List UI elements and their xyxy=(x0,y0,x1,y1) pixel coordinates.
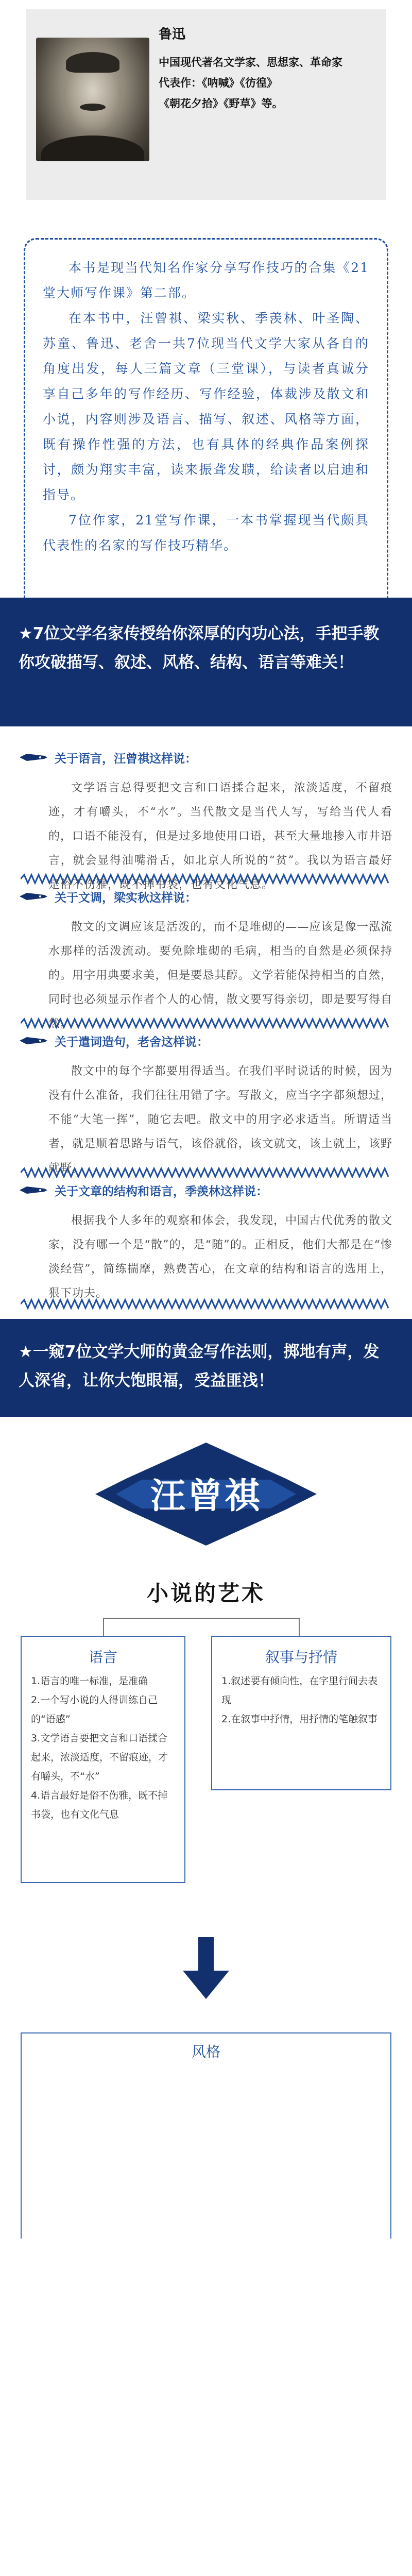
banner-text: ★一窥7位文学大师的黄金写作法则，掷地有声，发人深省，让你大饱眼福，受益匪浅！ xyxy=(19,1343,380,1390)
author-info xyxy=(159,24,375,114)
author-portrait xyxy=(36,38,149,161)
list-item: 3.文学语言要把文言和口语揉合起来，浓淡适度，不留痕迹，才有嚼头，不“水” xyxy=(31,1733,168,1782)
section-title: 关于语言，汪曾祺这样说： xyxy=(55,751,197,766)
quote-section xyxy=(20,747,392,897)
quote-section xyxy=(20,1180,392,1306)
emblem-author-name: 汪曾祺 xyxy=(150,1476,262,1517)
quote-section xyxy=(20,1030,392,1180)
author-works-line2: 《朝花夕拾》《野草》等。 xyxy=(159,97,283,110)
style-box xyxy=(21,2032,391,2239)
down-arrow-icon xyxy=(183,1937,229,1999)
language-box-title: 语言 xyxy=(88,1649,117,1666)
intro-paragraph: 在本书中，汪曾祺、梁实秋、季羡林、叶圣陶、苏童、鲁迅、老舍一共7位现当代文学大家从各自的角度出发，每人三篇文章（三堂课），与读者真诚分享自己多年的写作经历、写作经验，体裁涉及散文和小说，内容则涉及语言、描写、叙述、风格等方面，既有操作性强的方法，也有具体的经典作品案例探讨，颇为翔实丰富，读来振聋发聩，给读者以启迪和指导。 xyxy=(43,311,369,502)
narrative-box xyxy=(211,1636,391,1790)
connector-line xyxy=(299,1618,300,1636)
section-body: 散文的文调应该是活泼的，而不是堆砌的——应该是像一泓流水那样的活泼流动。要免除堆砌的毛病，相当的自然是必须保持的。用字用典要求美，但是要恳其醇。文学若能保持相当的自然，同时也必须显示作者个人的心情，散文要写得亲切，即是要写得自然。 xyxy=(48,921,392,1030)
highlight-banner xyxy=(0,598,412,726)
list-item: 2.在叙事中抒情，用抒情的笔触叙事 xyxy=(221,1714,378,1725)
author-card xyxy=(26,9,386,200)
section-title: 关于遣词造句，老舍这样说： xyxy=(55,1035,209,1049)
author-works-line1: 代表作：《呐喊》《彷徨》 xyxy=(159,76,278,89)
connector-line xyxy=(103,1618,299,1619)
language-box-list xyxy=(22,1672,184,1824)
pen-nib-icon xyxy=(20,891,47,902)
highlight-banner xyxy=(0,1319,412,1417)
section-title: 关于文调，梁实秋这样说： xyxy=(55,890,197,905)
intro-box xyxy=(24,238,388,627)
list-item: 1.语言的唯一标准，是准确 xyxy=(31,1675,148,1687)
intro-paragraph: 本书是现当代知名作家分享写作技巧的合集《21堂大师写作课》第二部。 xyxy=(43,260,369,300)
list-item: 2.一个写小说的人得训练自己的“语感” xyxy=(31,1694,158,1725)
list-item: 4.语言最好是俗不伤雅，既不掉书袋，也有文化气息 xyxy=(31,1790,168,1820)
section-body: 根据我个人多年的观察和体会，我发现，中国古代优秀的散文家，没有哪一个是“散”的，是“随”的。正相反，他们大都是在“惨淡经营”，简练揣摩，熟费苦心，在文章的结构和语言的选用上，狠下功夫。 xyxy=(48,1214,392,1300)
connector-line xyxy=(103,1618,104,1636)
author-description: 中国现代著名文学家、思想家、革命家 xyxy=(159,56,342,69)
banner-text: ★7位文学名家传授给你深厚的内功心法，手把手教你攻破描写、叙述、风格、结构、语言等难关！ xyxy=(19,624,380,672)
narrative-box-title: 叙事与抒情 xyxy=(265,1649,337,1666)
pen-nib-icon xyxy=(20,752,47,763)
author-name: 鲁迅 xyxy=(159,27,186,42)
section-body: 文学语言总得要把文言和口语揉合起来，浓淡适度，不留痕迹，才有嚼头，不“水”。当代散文是当代人写，写给当代人看的，口语不能没有，但是过多地使用口语，甚至大量地掺入市井语言，就会显得油嘴滑舌，如北京人所说的“贫”。我以为语言最好是俗不伤雅，既不掉书袋，也有文化气息。 xyxy=(48,782,392,891)
pen-nib-icon xyxy=(20,1035,47,1046)
intro-paragraph: 7位作家，21堂写作课，一本书掌握现当代颇具代表性的名家的写作技巧精华。 xyxy=(43,513,369,553)
language-box xyxy=(21,1636,185,1883)
pen-nib-icon xyxy=(20,1184,47,1196)
quote-section xyxy=(20,886,392,1036)
list-item: 1.叙述要有倾向性，在字里行间去表现 xyxy=(221,1675,378,1706)
style-box-title: 风格 xyxy=(191,2043,220,2060)
section-title: 关于文章的结构和语言，季羡林这样说： xyxy=(55,1184,268,1198)
section-body: 散文中的每个字都要用得适当。在我们平时说话的时候，因为没有什么准备，我们往往用错了字。写散文，应当字字都须想过，不能“大笔一挥”，随它去吧。散文中的用字必求适当。所谓适当者，就是顺着思路与语气，该俗就俗，该文就文，该土就土，该野就野。 xyxy=(48,1065,392,1175)
book-title: 小说的艺术 xyxy=(146,1581,265,1606)
narrative-box-list xyxy=(212,1672,390,1729)
